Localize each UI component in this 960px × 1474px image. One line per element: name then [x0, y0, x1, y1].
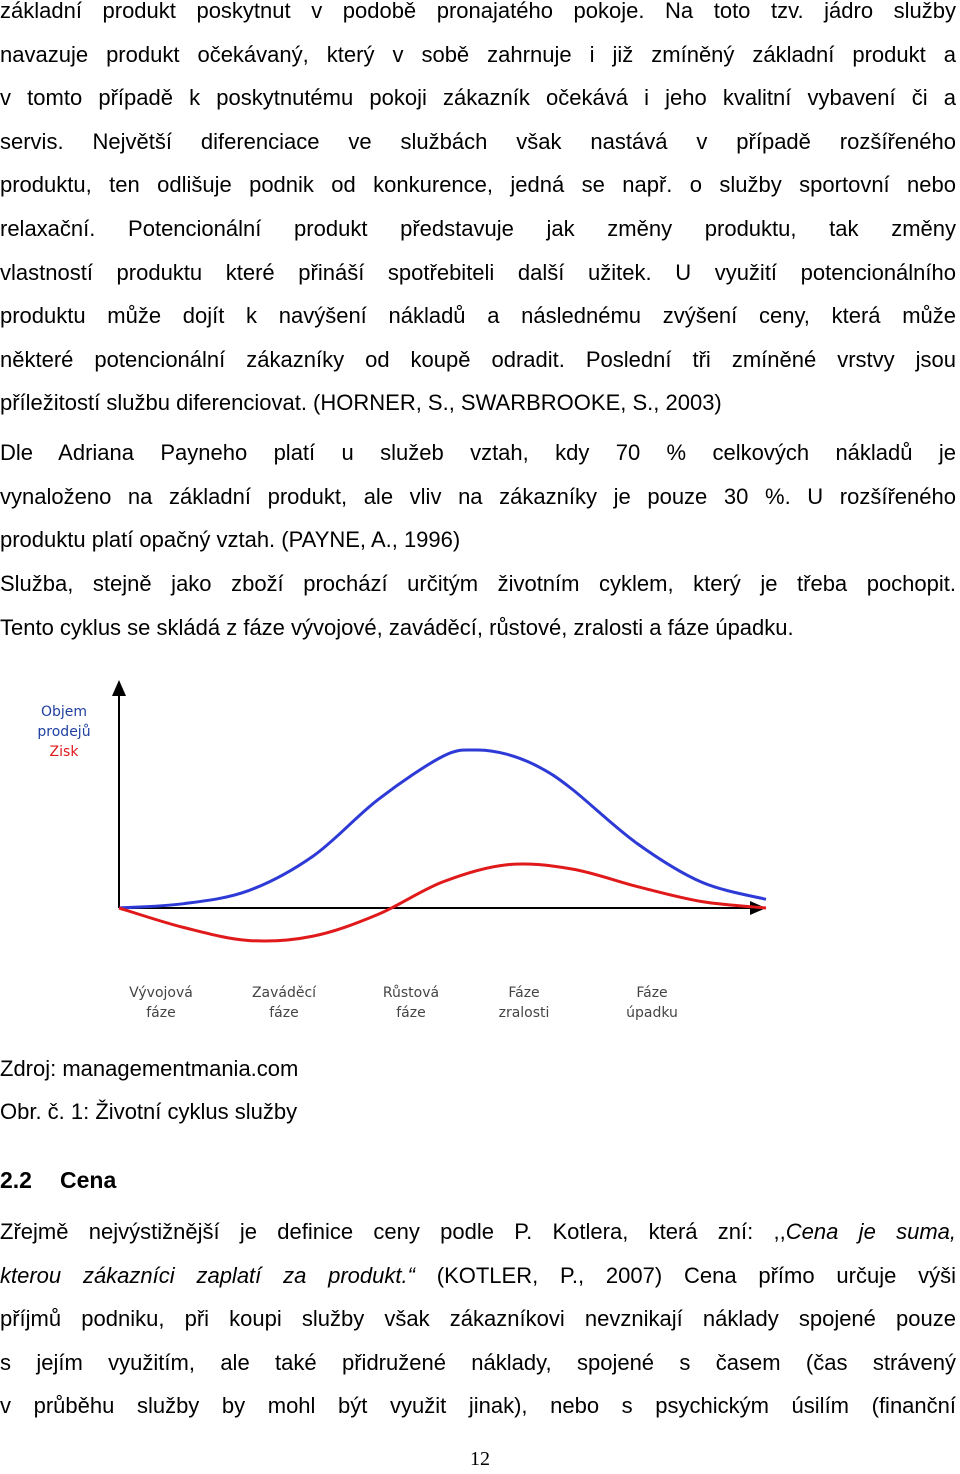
phase-label: úpadku — [626, 1005, 678, 1021]
text-line: produktu, ten odlišuje podnik od konkurence, jedná se např. o služby sportovní nebo — [0, 172, 956, 198]
phase-label: fáze — [269, 1005, 299, 1021]
paragraph-service-layers — [0, 0, 956, 425]
paragraph-life-cycle — [0, 562, 956, 649]
chart-axes — [112, 680, 766, 915]
section-number: 2.2 — [0, 1167, 32, 1193]
figure-source: Zdroj: managementmania.com — [0, 1056, 299, 1081]
phase-label: fáze — [396, 1005, 426, 1021]
text-line: Služba, stejně jako zboží prochází určitým životním cyklem, který je třeba pochopit. — [0, 571, 956, 596]
text-run: Zřejmě nejvýstižnější je definice ceny podle P. Kotlera, která zní: ,, — [0, 1219, 786, 1244]
y-axis-arrow-icon — [112, 680, 126, 696]
chart-categories — [129, 985, 678, 1021]
text-line: produktu může dojít k navýšení nákladů a následnému zvýšení ceny, která může — [0, 303, 956, 329]
phase-label: Fáze — [508, 985, 540, 1001]
phase-label: Vývojová — [129, 985, 193, 1001]
text-line: příležitostí službu diferenciovat. (HORNER, S., SWARBROOKE, S., 2003) — [0, 390, 722, 416]
legend-label-profit: Zisk — [49, 744, 79, 760]
series-line-sales-volume — [119, 750, 766, 908]
phase-label: Zaváděcí — [251, 985, 317, 1001]
text-run: (KOTLER, P., 2007) Cena přímo určuje výši — [414, 1262, 956, 1288]
legend-label-sales-volume: prodejů — [37, 724, 91, 740]
text-line: relaxační. Potencionální produkt představuje jak změny produktu, tak změny — [0, 215, 956, 241]
quote-run: kterou zákazníci zaplatí za produkt.“ — [0, 1262, 415, 1288]
quote-run: Cena je suma, — [785, 1219, 956, 1244]
text-line: příjmů podniku, při koupi služby však zákazníkovi nevznikají náklady spojené pouze — [0, 1306, 956, 1332]
text-line: některé potencionální zákazníky od koupě odradit. Poslední tři zmíněné vrstvy jsou — [0, 346, 956, 372]
text-line: Tento cyklus se skládá z fáze vývojové, zaváděcí, růstové, zralosti a fáze úpadku. — [0, 614, 794, 640]
phase-label: Fáze — [636, 985, 668, 1001]
text-line: produktu platí opačný vztah. (PAYNE, A., 1996) — [0, 527, 461, 553]
text-line — [0, 1254, 956, 1298]
life-cycle-chart — [0, 670, 960, 1040]
text-line: v průběhu služby by mohl být využit jinak), nebo s psychickým úsilím (finanční — [0, 1393, 956, 1419]
text-line: základní produkt poskytnut v podobě pronajatého pokoje. Na toto tzv. jádro služby — [0, 0, 956, 23]
phase-label: fáze — [146, 1005, 176, 1021]
text-line: vlastností produktu které přináší spotřebiteli další užitek. U využití potencionálního — [0, 259, 956, 285]
figure-caption: Obr. č. 1: Životní cyklus služby — [0, 1099, 298, 1124]
text-line — [0, 1210, 956, 1254]
series-line-profit — [119, 864, 766, 941]
page-number: 12 — [470, 1448, 490, 1470]
section-heading — [0, 1167, 116, 1194]
text-line: v tomto případě k poskytnutému pokoji zákazník očekává i jeho kvalitní vybavení či a — [0, 85, 956, 111]
chart-series — [119, 750, 766, 941]
text-line: servis. Největší diferenciace ve službách však nastává v případě rozšířeného — [0, 128, 956, 154]
phase-label: Růstová — [382, 985, 440, 1001]
paragraph-price — [0, 1210, 956, 1428]
section-title: Cena — [60, 1167, 117, 1193]
chart-legend — [37, 704, 90, 760]
legend-label-sales-volume: Objem — [40, 704, 88, 720]
text-line: Dle Adriana Payneho platí u služeb vztah, kdy 70 % celkových nákladů je — [0, 440, 956, 465]
paragraph-payne — [0, 431, 956, 562]
text-line: vynaloženo na základní produkt, ale vliv na zákazníky je pouze 30 %. U rozšířeného — [0, 483, 956, 509]
text-line: s jejím využitím, ale také přidružené náklady, spojené s časem (čas strávený — [0, 1349, 956, 1375]
text-line: navazuje produkt očekávaný, který v sobě zahrnuje i již zmíněný základní produkt a — [0, 41, 956, 67]
phase-label: zralosti — [498, 1005, 550, 1021]
